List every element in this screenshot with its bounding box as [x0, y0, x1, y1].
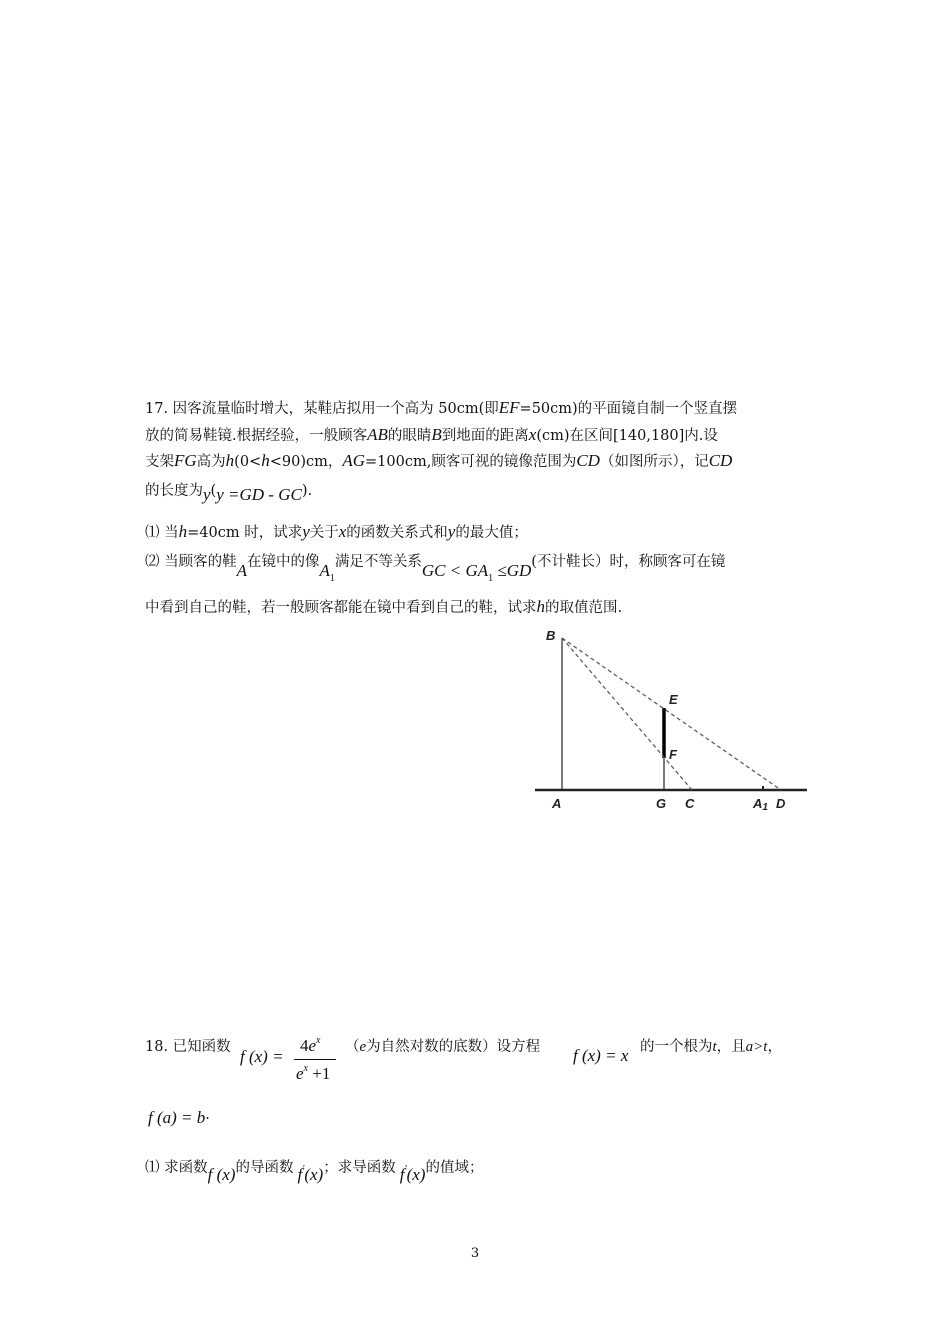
q17-part-2	[145, 551, 726, 584]
q17-text: (cm)在区间[140,180]内.设	[536, 428, 718, 444]
math-A1-sub: 1	[329, 573, 335, 584]
q17-text: (	[210, 483, 217, 499]
q18-text: ·	[205, 1111, 210, 1127]
math-y-formula: y =GD - GC	[216, 485, 302, 504]
math-AB: AB	[367, 425, 388, 444]
math-fx: f (x)	[207, 1165, 236, 1184]
math-B: B	[431, 425, 442, 444]
f-prime-f: f	[399, 1165, 405, 1184]
math-AG: AG	[342, 451, 366, 470]
label-D: D	[776, 796, 786, 811]
math-h: h	[536, 597, 545, 616]
f-prime-f: f	[297, 1165, 303, 1184]
q18-text: 18. 已知函数	[145, 1039, 231, 1055]
fraction-lhs	[240, 1047, 284, 1067]
num-4: 4	[300, 1036, 309, 1055]
fraction-bar	[294, 1059, 336, 1060]
mirror-diagram	[530, 622, 810, 817]
den-exp-x: x	[303, 1063, 308, 1074]
q17-text: ).	[301, 483, 313, 499]
q17-text: (0<	[234, 454, 262, 470]
math-EF: EF	[498, 398, 520, 417]
q17-text: 17. 因客流量临时增大，某鞋店拟用一个高为 50cm(即	[145, 401, 499, 417]
math-h: h	[225, 451, 235, 470]
q18-text: ；求导函数	[323, 1160, 396, 1176]
q18-text: ⑴ 求函数	[145, 1160, 208, 1176]
q18-text: 为自然对数的底数）设方程	[366, 1039, 541, 1055]
label-E: E	[669, 692, 678, 707]
q17-text: 关于	[309, 525, 339, 541]
q18-line-1-end	[640, 1037, 782, 1057]
q17-text: 中看到自己的鞋，若一般顾客都能在镜中看到自己的鞋，试求	[145, 600, 537, 616]
label-B: B	[546, 628, 556, 643]
f-prime-mark: '	[404, 1164, 407, 1175]
math-FG: FG	[174, 451, 197, 470]
q17-line-1	[145, 398, 737, 419]
label-A1-base: A	[753, 796, 763, 811]
q17-text: ⑴ 当	[145, 525, 179, 541]
q18-text: ，且	[716, 1039, 746, 1055]
math-y: y	[447, 522, 456, 541]
q18-text: 的一个根为	[640, 1039, 713, 1055]
q17-text: （如图所示），记	[599, 454, 709, 470]
num-exp-x: x	[316, 1035, 321, 1046]
q17-line-3	[145, 451, 732, 472]
math-y: y	[302, 522, 310, 541]
math-CD: CD	[708, 451, 733, 470]
q17-text: 的取值范围.	[545, 600, 623, 616]
q17-part-2-cont	[145, 597, 622, 618]
math-f-of-x-eq: f (x) =	[240, 1047, 284, 1066]
math-inequality	[421, 561, 532, 584]
label-C: C	[685, 796, 695, 811]
f-prime-mark: '	[302, 1164, 305, 1175]
math-x: x	[338, 522, 347, 541]
q18-line-1-prefix	[145, 1037, 231, 1057]
q17-text: 在镜中的像	[247, 554, 320, 570]
q17-text: ⑵ 当顾客的鞋	[145, 554, 237, 570]
q17-text: 的最大值；	[455, 525, 528, 541]
math-fa-eq-b: f (a) = b	[148, 1108, 206, 1127]
q17-text: =100cm,顾客可视的镜像范围为	[365, 454, 577, 470]
q17-text: 到地面的距离	[441, 428, 529, 444]
q18-text: （	[345, 1039, 360, 1055]
q17-text: =40cm 时，试求	[187, 525, 303, 541]
math-ineq-sub: 1	[488, 573, 494, 584]
math-f-prime-x	[400, 1165, 426, 1184]
q18-line-2	[148, 1108, 210, 1129]
math-A: A	[236, 561, 247, 580]
q18-text: 的导函数	[235, 1160, 294, 1176]
fraction-numerator	[300, 1035, 321, 1056]
q17-text: 的眼睛	[387, 428, 432, 444]
math-e: e	[359, 1039, 367, 1055]
q17-text: (不计鞋长）时，称顾客可在镜	[531, 554, 726, 570]
math-f-prime-x	[297, 1165, 323, 1184]
num-e: e	[308, 1036, 317, 1055]
f-prime-arg: (x)	[406, 1165, 426, 1184]
fraction-denominator	[296, 1063, 330, 1084]
den-e: e	[296, 1064, 304, 1083]
q17-line-4	[145, 480, 313, 504]
q17-text: 的函数关系式和	[346, 525, 448, 541]
q17-text: 的长度为	[145, 483, 203, 499]
q17-text: 高为	[196, 454, 226, 470]
math-t: t	[712, 1039, 717, 1055]
math-a-gt-t: a>t	[745, 1039, 768, 1055]
q18-text: 的值域；	[425, 1160, 484, 1176]
math-h: h	[178, 522, 188, 541]
math-fx-eq-x: f (x) = x	[573, 1046, 629, 1065]
math-h: h	[261, 451, 270, 470]
math-ineq-part: ≤GD	[493, 561, 532, 580]
label-A1	[752, 796, 768, 813]
label-F: F	[669, 747, 677, 762]
math-A1	[319, 561, 335, 584]
q18-equation	[573, 1046, 628, 1067]
q17-line-2	[145, 425, 718, 446]
q17-part-1	[145, 522, 528, 543]
math-x: x	[528, 425, 537, 444]
math-A1-base: A	[319, 561, 330, 580]
den-plus-1: +1	[308, 1064, 331, 1083]
page-number: 3	[470, 1246, 480, 1261]
label-A: A	[552, 796, 562, 811]
q18-part-1	[145, 1152, 484, 1184]
q17-text: <90)cm，	[269, 454, 343, 470]
label-A1-sub: 1	[762, 802, 768, 813]
label-G: G	[656, 796, 667, 811]
math-ineq-part: GC < GA	[421, 561, 489, 580]
sight-line-BD	[562, 638, 781, 790]
q17-text: =50cm)的平面镜自制一个竖直摆	[519, 401, 738, 417]
math-y: y	[203, 485, 211, 504]
q18-text: ，	[767, 1039, 782, 1055]
q18-line-1-rest	[345, 1037, 540, 1057]
q17-text: 满足不等关系	[334, 554, 422, 570]
q17-text: 放的简易鞋镜.根据经验，一般顾客	[145, 428, 368, 444]
q17-text: 支架	[145, 454, 174, 470]
f-prime-arg: (x)	[304, 1165, 324, 1184]
math-CD: CD	[576, 451, 600, 470]
